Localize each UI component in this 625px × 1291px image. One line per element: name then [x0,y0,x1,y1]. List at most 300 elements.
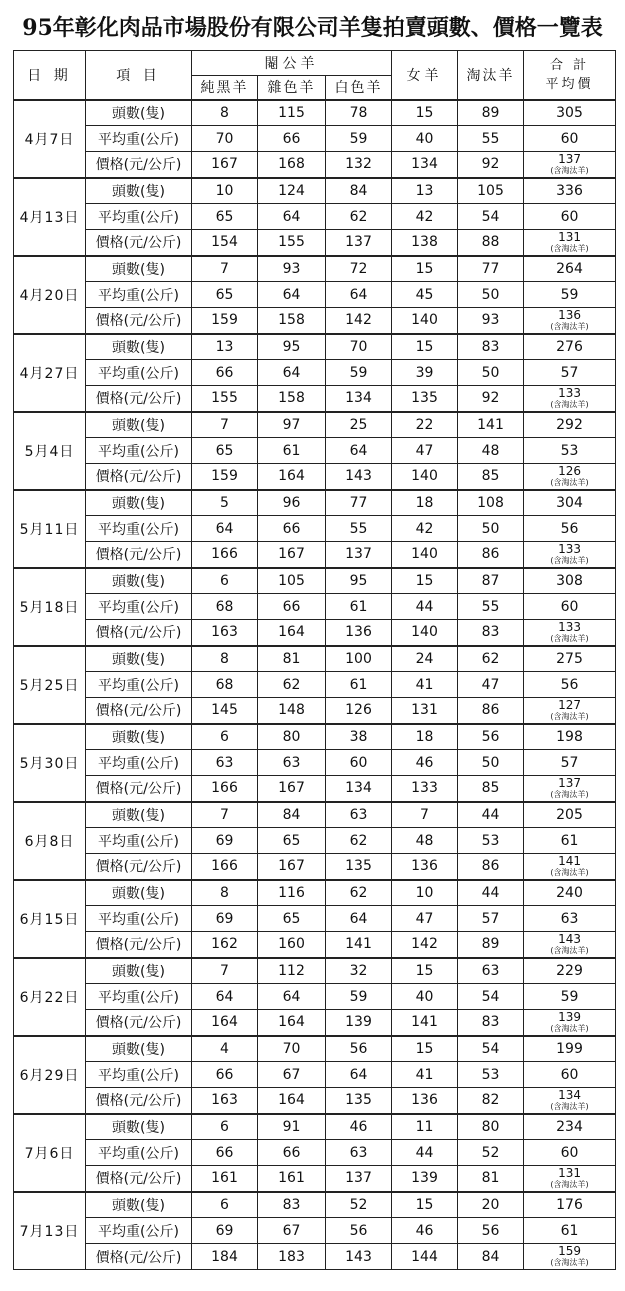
value-cell: 64 [326,1062,392,1088]
table-row [14,958,616,984]
value-cell: 56 [524,516,616,542]
value-cell: 167 [192,152,258,178]
value-cell: 38 [326,724,392,750]
value-cell: 8 [192,646,258,672]
average-price-note: (含淘汰羊) [550,633,589,643]
value-cell: 70 [258,1036,326,1062]
value-cell: 24 [392,646,458,672]
value-cell: 50 [458,360,524,386]
value-cell: 66 [192,1062,258,1088]
value-cell: 66 [258,1140,326,1166]
value-cell: 60 [524,1140,616,1166]
value-cell: 167 [258,542,326,568]
table-row [14,230,616,256]
value-cell: 46 [326,1114,392,1140]
table-row [14,620,616,646]
value-cell: 148 [258,698,326,724]
table-row [14,152,616,178]
value-cell: 56 [458,1218,524,1244]
value-cell: 59 [326,984,392,1010]
table-row [14,802,616,828]
value-cell: 137 [326,542,392,568]
item-label: 頭數(隻) [86,334,192,360]
item-label: 平均重(公斤) [86,438,192,464]
value-cell: 7 [192,958,258,984]
value-cell: 52 [458,1140,524,1166]
value-cell: 69 [192,1218,258,1244]
value-cell: 164 [258,1010,326,1036]
value-cell: 84 [458,1244,524,1270]
value-cell: 67 [258,1062,326,1088]
value-cell: 184 [192,1244,258,1270]
value-cell: 136 [392,854,458,880]
table-row [14,594,616,620]
value-cell: 86 [458,854,524,880]
value-cell: 59 [524,282,616,308]
average-price-note: (含淘汰羊) [550,399,589,409]
value-cell: 164 [258,620,326,646]
table-row [14,438,616,464]
item-label: 平均重(公斤) [86,282,192,308]
average-price-value: 141 [558,853,581,868]
value-cell: 10 [192,178,258,204]
value-cell: 240 [524,880,616,906]
value-cell: 59 [524,984,616,1010]
average-price-note: (含淘汰羊) [550,321,589,331]
table-row [14,698,616,724]
value-cell: 163 [192,620,258,646]
value-cell: 15 [392,334,458,360]
value-cell: 68 [192,594,258,620]
date-cell: 6月29日 [14,1036,86,1114]
item-label: 頭數(隻) [86,724,192,750]
item-label: 平均重(公斤) [86,672,192,698]
average-price-cell [524,1244,616,1270]
value-cell: 89 [458,100,524,126]
header-total-line1: 合 計 [549,57,590,73]
date-cell: 4月20日 [14,256,86,334]
value-cell: 86 [458,542,524,568]
value-cell: 164 [258,464,326,490]
value-cell: 95 [326,568,392,594]
value-cell: 89 [458,932,524,958]
value-cell: 15 [392,1192,458,1218]
value-cell: 229 [524,958,616,984]
value-cell: 124 [258,178,326,204]
value-cell: 92 [458,152,524,178]
value-cell: 25 [326,412,392,438]
value-cell: 64 [326,282,392,308]
value-cell: 15 [392,256,458,282]
value-cell: 161 [192,1166,258,1192]
value-cell: 67 [258,1218,326,1244]
value-cell: 18 [392,490,458,516]
value-cell: 60 [524,204,616,230]
value-cell: 7 [192,802,258,828]
item-label: 平均重(公斤) [86,828,192,854]
value-cell: 48 [392,828,458,854]
average-price-cell [524,386,616,412]
value-cell: 7 [392,802,458,828]
average-price-note: (含淘汰羊) [550,1179,589,1189]
table-row [14,308,616,334]
value-cell: 50 [458,516,524,542]
value-cell: 7 [192,412,258,438]
table-row [14,646,616,672]
value-cell: 57 [524,360,616,386]
item-label: 價格(元/公斤) [86,698,192,724]
value-cell: 139 [326,1010,392,1036]
item-label: 價格(元/公斤) [86,542,192,568]
item-label: 價格(元/公斤) [86,464,192,490]
value-cell: 40 [392,126,458,152]
value-cell: 69 [192,906,258,932]
value-cell: 205 [524,802,616,828]
table-row [14,1010,616,1036]
item-label: 價格(元/公斤) [86,620,192,646]
value-cell: 154 [192,230,258,256]
value-cell: 308 [524,568,616,594]
value-cell: 57 [458,906,524,932]
value-cell: 15 [392,1036,458,1062]
header-item: 項 目 [86,51,192,100]
date-cell: 4月27日 [14,334,86,412]
average-price-value: 137 [558,151,581,166]
table-row [14,516,616,542]
value-cell: 176 [524,1192,616,1218]
average-price-note: (含淘汰羊) [550,1101,589,1111]
item-label: 頭數(隻) [86,412,192,438]
value-cell: 155 [192,386,258,412]
date-cell: 7月13日 [14,1192,86,1270]
value-cell: 166 [192,542,258,568]
value-cell: 161 [258,1166,326,1192]
average-price-value: 133 [558,541,581,556]
average-price-value: 133 [558,385,581,400]
average-price-value: 143 [558,931,581,946]
value-cell: 143 [326,1244,392,1270]
average-price-value: 133 [558,619,581,634]
value-cell: 134 [392,152,458,178]
value-cell: 162 [192,932,258,958]
item-label: 平均重(公斤) [86,1062,192,1088]
value-cell: 82 [458,1088,524,1114]
item-label: 頭數(隻) [86,1036,192,1062]
value-cell: 13 [392,178,458,204]
value-cell: 44 [458,802,524,828]
average-price-cell [524,620,616,646]
header-ram-group: 閹公羊 [192,51,392,76]
value-cell: 60 [524,594,616,620]
value-cell: 108 [458,490,524,516]
date-cell: 5月11日 [14,490,86,568]
value-cell: 85 [458,464,524,490]
average-price-note: (含淘汰羊) [550,789,589,799]
value-cell: 87 [458,568,524,594]
table-row [14,490,616,516]
value-cell: 134 [326,386,392,412]
value-cell: 62 [326,880,392,906]
table-row [14,334,616,360]
header-total-line2: 平均價 [545,76,594,92]
value-cell: 62 [258,672,326,698]
date-cell: 5月4日 [14,412,86,490]
value-cell: 133 [392,776,458,802]
average-price-value: 159 [558,1244,581,1258]
value-cell: 61 [258,438,326,464]
value-cell: 158 [258,308,326,334]
value-cell: 10 [392,880,458,906]
value-cell: 61 [524,1218,616,1244]
value-cell: 115 [258,100,326,126]
value-cell: 80 [258,724,326,750]
value-cell: 61 [524,828,616,854]
average-price-value: 126 [558,463,581,478]
average-price-note: (含淘汰羊) [550,867,589,877]
value-cell: 56 [326,1036,392,1062]
value-cell: 137 [326,1166,392,1192]
value-cell: 44 [392,1140,458,1166]
item-label: 價格(元/公斤) [86,1244,192,1270]
value-cell: 304 [524,490,616,516]
average-price-value: 134 [558,1087,581,1102]
value-cell: 6 [192,1192,258,1218]
value-cell: 52 [326,1192,392,1218]
average-price-note: (含淘汰羊) [550,945,589,955]
value-cell: 53 [524,438,616,464]
table-row [14,386,616,412]
table-row [14,932,616,958]
value-cell: 305 [524,100,616,126]
table-row [14,360,616,386]
value-cell: 66 [192,1140,258,1166]
value-cell: 77 [458,256,524,282]
value-cell: 83 [258,1192,326,1218]
value-cell: 105 [258,568,326,594]
value-cell: 83 [458,1010,524,1036]
value-cell: 63 [326,802,392,828]
value-cell: 55 [458,594,524,620]
value-cell: 70 [192,126,258,152]
value-cell: 105 [458,178,524,204]
average-price-cell [524,776,616,802]
value-cell: 64 [326,438,392,464]
value-cell: 61 [326,672,392,698]
item-label: 頭數(隻) [86,178,192,204]
average-price-note: (含淘汰羊) [550,711,589,721]
average-price-cell [524,1088,616,1114]
value-cell: 64 [258,360,326,386]
value-cell: 41 [392,1062,458,1088]
item-label: 頭數(隻) [86,646,192,672]
value-cell: 159 [192,464,258,490]
value-cell: 95 [258,334,326,360]
item-label: 價格(元/公斤) [86,386,192,412]
value-cell: 68 [192,672,258,698]
average-price-cell [524,854,616,880]
value-cell: 116 [258,880,326,906]
value-cell: 54 [458,984,524,1010]
table-row [14,1088,616,1114]
value-cell: 163 [192,1088,258,1114]
item-label: 價格(元/公斤) [86,1010,192,1036]
table-row [14,412,616,438]
value-cell: 135 [326,1088,392,1114]
item-label: 頭數(隻) [86,1114,192,1140]
average-price-cell [524,230,616,256]
table-row [14,1166,616,1192]
value-cell: 55 [458,126,524,152]
value-cell: 164 [258,1088,326,1114]
value-cell: 85 [458,776,524,802]
date-cell: 7月6日 [14,1114,86,1192]
value-cell: 234 [524,1114,616,1140]
value-cell: 8 [192,880,258,906]
value-cell: 159 [192,308,258,334]
value-cell: 141 [392,1010,458,1036]
item-label: 頭數(隻) [86,880,192,906]
value-cell: 22 [392,412,458,438]
table-row [14,906,616,932]
value-cell: 135 [326,854,392,880]
item-label: 平均重(公斤) [86,906,192,932]
table-row [14,672,616,698]
value-cell: 140 [392,464,458,490]
table-row [14,100,616,126]
value-cell: 166 [192,854,258,880]
value-cell: 81 [258,646,326,672]
header-ram-mixed: 雜色羊 [258,76,326,100]
value-cell: 47 [458,672,524,698]
value-cell: 134 [326,776,392,802]
average-price-cell [524,308,616,334]
average-price-cell [524,464,616,490]
value-cell: 138 [392,230,458,256]
header-ram-black: 純黑羊 [192,76,258,100]
date-cell: 5月30日 [14,724,86,802]
value-cell: 140 [392,620,458,646]
value-cell: 48 [458,438,524,464]
item-label: 頭數(隻) [86,256,192,282]
average-price-note: (含淘汰羊) [550,165,589,175]
value-cell: 80 [458,1114,524,1140]
value-cell: 47 [392,906,458,932]
value-cell: 15 [392,958,458,984]
value-cell: 93 [458,308,524,334]
item-label: 平均重(公斤) [86,516,192,542]
value-cell: 100 [326,646,392,672]
value-cell: 4 [192,1036,258,1062]
item-label: 平均重(公斤) [86,126,192,152]
table-row [14,854,616,880]
value-cell: 64 [258,282,326,308]
table-row [14,464,616,490]
value-cell: 137 [326,230,392,256]
value-cell: 11 [392,1114,458,1140]
auction-table [13,50,616,1270]
value-cell: 6 [192,724,258,750]
value-cell: 112 [258,958,326,984]
date-cell: 6月8日 [14,802,86,880]
item-label: 價格(元/公斤) [86,932,192,958]
value-cell: 91 [258,1114,326,1140]
value-cell: 144 [392,1244,458,1270]
value-cell: 42 [392,516,458,542]
value-cell: 81 [458,1166,524,1192]
value-cell: 77 [326,490,392,516]
value-cell: 93 [258,256,326,282]
item-label: 價格(元/公斤) [86,230,192,256]
value-cell: 50 [458,282,524,308]
value-cell: 53 [458,1062,524,1088]
date-cell: 5月25日 [14,646,86,724]
value-cell: 47 [392,438,458,464]
value-cell: 46 [392,1218,458,1244]
item-label: 平均重(公斤) [86,360,192,386]
value-cell: 70 [326,334,392,360]
date-cell: 6月15日 [14,880,86,958]
value-cell: 167 [258,854,326,880]
value-cell: 63 [192,750,258,776]
item-label: 頭數(隻) [86,958,192,984]
value-cell: 132 [326,152,392,178]
value-cell: 55 [326,516,392,542]
value-cell: 62 [326,828,392,854]
value-cell: 64 [192,984,258,1010]
item-label: 頭數(隻) [86,490,192,516]
table-row [14,1140,616,1166]
table-row [14,880,616,906]
value-cell: 56 [326,1218,392,1244]
value-cell: 60 [524,126,616,152]
value-cell: 7 [192,256,258,282]
value-cell: 63 [524,906,616,932]
table-row [14,828,616,854]
value-cell: 167 [258,776,326,802]
value-cell: 65 [192,438,258,464]
average-price-cell [524,1010,616,1036]
value-cell: 92 [458,386,524,412]
value-cell: 6 [192,568,258,594]
value-cell: 65 [258,906,326,932]
value-cell: 160 [258,932,326,958]
value-cell: 8 [192,100,258,126]
average-price-value: 127 [558,697,581,712]
value-cell: 183 [258,1244,326,1270]
value-cell: 59 [326,360,392,386]
value-cell: 60 [524,1062,616,1088]
value-cell: 60 [326,750,392,776]
average-price-value: 139 [558,1009,581,1024]
item-label: 價格(元/公斤) [86,776,192,802]
value-cell: 6 [192,1114,258,1140]
date-cell: 4月7日 [14,100,86,178]
table-row [14,1114,616,1140]
value-cell: 56 [524,672,616,698]
value-cell: 166 [192,776,258,802]
value-cell: 126 [326,698,392,724]
value-cell: 63 [258,750,326,776]
value-cell: 276 [524,334,616,360]
value-cell: 64 [258,984,326,1010]
value-cell: 15 [392,568,458,594]
item-label: 價格(元/公斤) [86,308,192,334]
value-cell: 5 [192,490,258,516]
value-cell: 336 [524,178,616,204]
item-label: 頭數(隻) [86,100,192,126]
average-price-note: (含淘汰羊) [550,555,589,565]
value-cell: 66 [258,594,326,620]
